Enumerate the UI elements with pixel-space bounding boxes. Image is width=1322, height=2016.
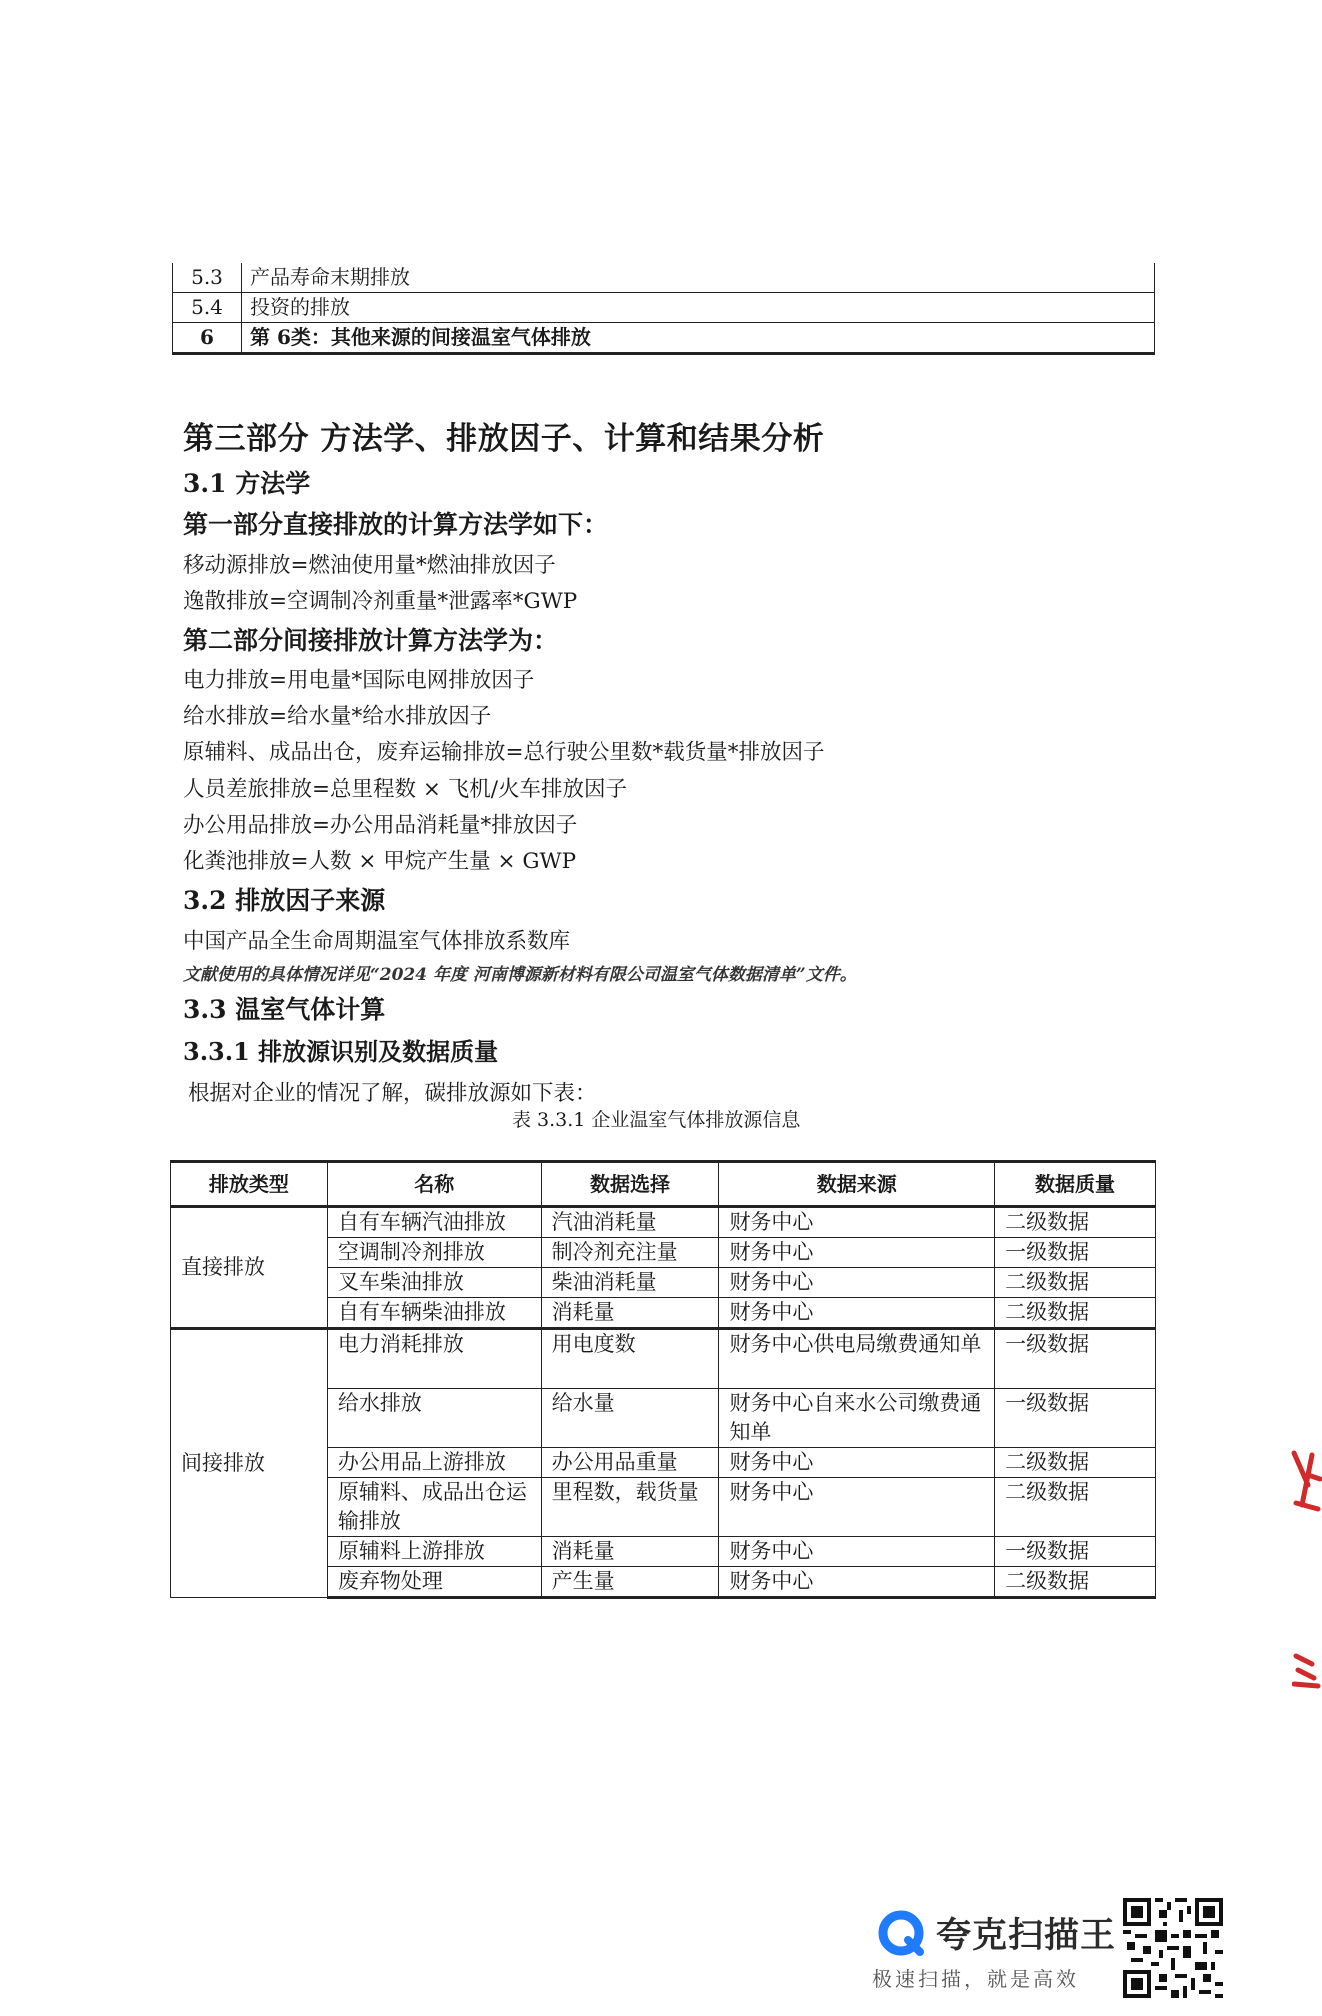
table-cell: 原辅料上游排放 — [327, 1537, 541, 1567]
table-cell: 财务中心 — [719, 1537, 995, 1567]
table-cell: 财务中心 — [719, 1478, 995, 1537]
table-cell: 一级数据 — [995, 1537, 1156, 1567]
heading-3-3-1: 3.3.1 排放源识别及数据质量 — [183, 1037, 499, 1066]
table-header-row — [171, 1162, 1156, 1207]
row-text: 第 6类：其他来源的间接温室气体排放 — [242, 323, 1155, 354]
reference-note: 文献使用的具体情况详见“2024 年度 河南博源新材料有限公司温室气体数据清单”文件。 — [183, 965, 857, 985]
direct-emission-heading: 第一部分直接排放的计算方法学如下： — [183, 510, 609, 539]
table-cell: 二级数据 — [995, 1268, 1156, 1298]
table-row — [173, 293, 1155, 323]
table-cell: 里程数，载货量 — [541, 1478, 719, 1537]
table-cell: 一级数据 — [995, 1389, 1156, 1448]
table-cell: 二级数据 — [995, 1567, 1156, 1598]
emission-type-cell: 直接排放 — [171, 1207, 328, 1329]
column-header: 排放类型 — [171, 1162, 328, 1207]
column-header: 数据质量 — [995, 1162, 1156, 1207]
column-header: 数据来源 — [719, 1162, 995, 1207]
table-row — [173, 263, 1155, 293]
table-cell: 办公用品重量 — [541, 1448, 719, 1478]
table-intro-text: 根据对企业的情况了解，碳排放源如下表： — [188, 1081, 597, 1106]
table-cell: 制冷剂充注量 — [541, 1238, 719, 1268]
column-header: 数据选择 — [541, 1162, 719, 1207]
indirect-emission-heading: 第二部分间接排放计算方法学为： — [183, 626, 559, 655]
row-number: 6 — [173, 323, 242, 354]
formula-line: 化粪池排放=人数 × 甲烷产生量 × GWP — [183, 849, 577, 874]
table-cell: 空调制冷剂排放 — [327, 1238, 541, 1268]
formula-line: 原辅料、成品出仓，废弃运输排放=总行驶公里数*载货量*排放因子 — [183, 740, 825, 765]
table-cell: 财务中心 — [719, 1238, 995, 1268]
formula-line: 给水排放=给水量*给水排放因子 — [183, 704, 492, 729]
table-cell: 二级数据 — [995, 1298, 1156, 1329]
red-seal-fragment — [1290, 1445, 1322, 1515]
category-table-continuation — [172, 263, 1155, 355]
table-cell: 二级数据 — [995, 1448, 1156, 1478]
emission-source-table — [170, 1160, 1156, 1599]
section-title: 第三部分 方法学、排放因子、计算和结果分析 — [183, 421, 825, 457]
table-cell: 二级数据 — [995, 1478, 1156, 1537]
qr-code-icon — [1123, 1898, 1223, 1998]
table-cell: 一级数据 — [995, 1238, 1156, 1268]
table-cell: 用电度数 — [541, 1329, 719, 1389]
row-text: 产品寿命末期排放 — [242, 263, 1155, 293]
table-row — [171, 1207, 1156, 1238]
heading-3-3: 3.3 温室气体计算 — [183, 995, 386, 1024]
formula-line: 办公用品排放=办公用品消耗量*排放因子 — [183, 813, 578, 838]
table-cell: 财务中心 — [719, 1567, 995, 1598]
formula-line: 移动源排放=燃油使用量*燃油排放因子 — [183, 553, 556, 578]
column-header: 名称 — [327, 1162, 541, 1207]
factor-source-text: 中国产品全生命周期温室气体排放系数库 — [183, 929, 571, 954]
table-cell: 财务中心 — [719, 1448, 995, 1478]
scanner-app-slogan: 极速扫描，就是高效 — [872, 1967, 1079, 1991]
table-caption: 表 3.3.1 企业温室气体排放源信息 — [512, 1109, 801, 1131]
table-cell: 叉车柴油排放 — [327, 1268, 541, 1298]
table-cell: 消耗量 — [541, 1537, 719, 1567]
table-cell: 财务中心 — [719, 1207, 995, 1238]
scanner-app-name: 夸克扫描王 — [936, 1916, 1117, 1956]
formula-line: 逸散排放=空调制冷剂重量*泄露率*GWP — [183, 589, 578, 614]
red-seal-fragment — [1292, 1650, 1322, 1690]
table-cell: 消耗量 — [541, 1298, 719, 1329]
table-cell: 财务中心 — [719, 1298, 995, 1329]
table-cell: 办公用品上游排放 — [327, 1448, 541, 1478]
table-cell: 给水排放 — [327, 1389, 541, 1448]
table-cell: 财务中心供电局缴费通知单 — [719, 1329, 995, 1389]
row-number: 5.3 — [173, 263, 242, 293]
table-cell: 汽油消耗量 — [541, 1207, 719, 1238]
table-cell: 给水量 — [541, 1389, 719, 1448]
formula-line: 电力排放=用电量*国际电网排放因子 — [183, 668, 535, 693]
table-cell: 原辅料、成品出仓运输排放 — [327, 1478, 541, 1537]
table-cell: 一级数据 — [995, 1329, 1156, 1389]
row-number: 5.4 — [173, 293, 242, 323]
table-cell: 电力消耗排放 — [327, 1329, 541, 1389]
formula-line: 人员差旅排放=总里程数 × 飞机/火车排放因子 — [183, 777, 627, 802]
table-cell: 财务中心 — [719, 1268, 995, 1298]
table-cell: 产生量 — [541, 1567, 719, 1598]
table-cell: 自有车辆汽油排放 — [327, 1207, 541, 1238]
table-cell: 财务中心自来水公司缴费通知单 — [719, 1389, 995, 1448]
table-cell: 二级数据 — [995, 1207, 1156, 1238]
row-text: 投资的排放 — [242, 293, 1155, 323]
heading-3-2: 3.2 排放因子来源 — [183, 886, 386, 915]
table-row — [173, 323, 1155, 354]
table-row — [171, 1329, 1156, 1389]
emission-type-cell: 间接排放 — [171, 1329, 328, 1598]
table-cell: 废弃物处理 — [327, 1567, 541, 1598]
scanner-app-logo-icon — [878, 1910, 924, 1956]
table-cell: 自有车辆柴油排放 — [327, 1298, 541, 1329]
table-cell: 柴油消耗量 — [541, 1268, 719, 1298]
heading-3-1: 3.1 方法学 — [183, 469, 311, 498]
